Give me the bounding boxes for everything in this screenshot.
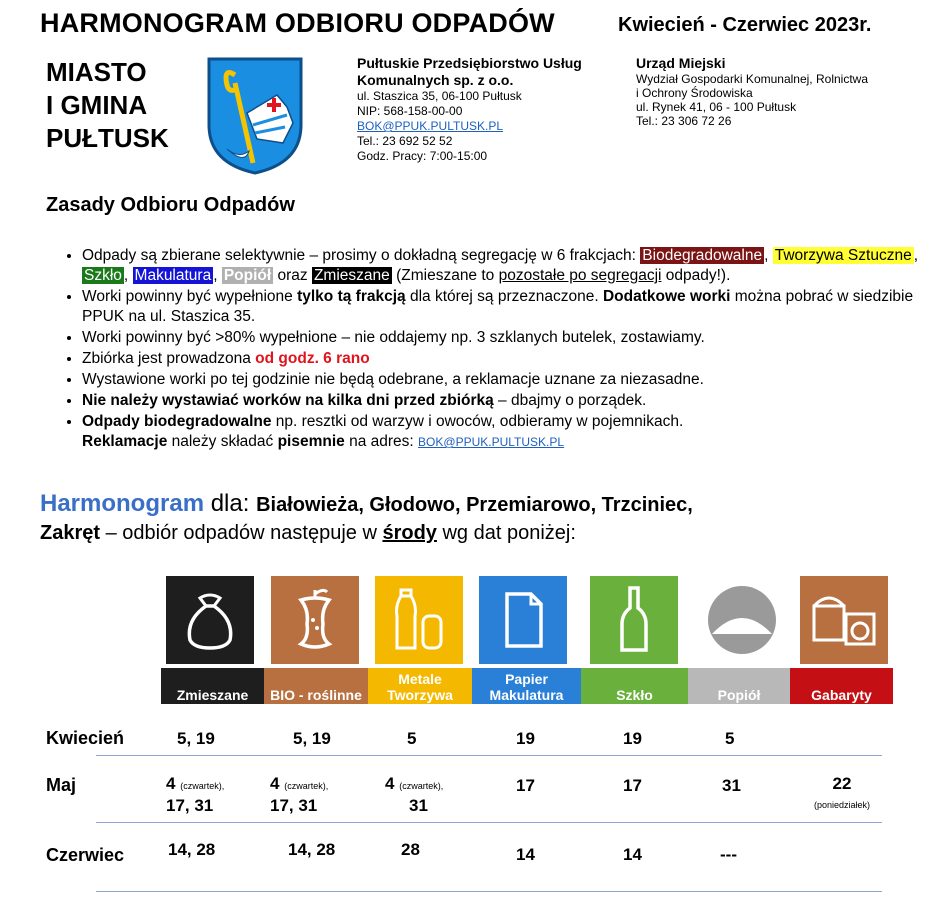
period-label: Kwiecień - Czerwiec 2023r. [618, 14, 872, 36]
may-bio-date: 4 [270, 774, 280, 793]
fraction-bio-label: Biodegradowalne [642, 247, 763, 264]
may-metals-date: 4 [385, 774, 395, 793]
may-glass: 17 [623, 776, 642, 795]
company-info [357, 55, 627, 164]
may-mixed-note: (czwartek), [180, 781, 225, 791]
schedule-places: Białowieża, Głodowo, Przemiarowo, Trzciniec, [256, 494, 693, 516]
rule-bold: Odpady biodegradowalne [82, 413, 272, 430]
april-mixed: 5, 19 [177, 729, 215, 748]
fraction-plastic-label: Tworzywa Sztuczne [774, 247, 912, 264]
rule-highlight: od godz. 6 rano [255, 350, 370, 367]
city-line-3: PUŁTUSK [46, 123, 169, 153]
june-metals: 28 [401, 840, 420, 859]
row-divider [96, 755, 882, 756]
may-mixed-date: 4 [166, 774, 176, 793]
office-info [636, 55, 896, 128]
category-glass: Szkło [581, 668, 688, 704]
category-ash: Popiół [688, 668, 790, 704]
april-bio: 5, 19 [293, 729, 331, 748]
rule-item [82, 328, 942, 348]
rule-item [82, 349, 942, 369]
schedule-label: Harmonogram [40, 490, 205, 517]
month-may: Maj [46, 775, 77, 795]
may-bulky [806, 774, 878, 815]
row-divider [96, 891, 882, 892]
trash-bag-icon [166, 576, 254, 664]
schedule-text: – odbiór odpadów następuje w [100, 522, 383, 544]
glass-bottle-icon [590, 576, 678, 664]
june-paper: 14 [516, 845, 535, 864]
may-mixed [166, 774, 224, 815]
rule-text: Odpady są zbierane selektywnie – prosimy o dokładną segregację w 6 frakcjach: [82, 247, 641, 264]
rule-item [82, 287, 942, 327]
category-mixed: Zmieszane [161, 668, 264, 704]
fraction-mixed-label: Zmieszane [313, 267, 390, 284]
rule-text: np. resztki od warzyw i owoców, odbieramy w pojemnikach. [271, 413, 684, 430]
city-line-1: MIASTO [46, 57, 147, 87]
separator: , [913, 247, 918, 264]
rule-text: – dbajmy o porządek. [493, 392, 647, 409]
may-paper: 17 [516, 776, 535, 795]
may-ash: 31 [722, 776, 741, 795]
rule-text: należy składać [167, 433, 278, 450]
fraction-paper-label: Makulatura [134, 267, 212, 284]
company-phone: Tel.: 23 692 52 52 [357, 134, 453, 148]
rule-bold: Reklamacje [82, 433, 168, 450]
april-paper: 19 [516, 729, 535, 748]
april-ash: 5 [725, 729, 735, 748]
office-dept-2: i Ochrony Środowiska [636, 86, 753, 100]
fraction-glass-label: Szkło [84, 267, 122, 284]
rule-bold: pisemnie [277, 433, 345, 450]
april-metals: 5 [407, 729, 417, 748]
june-bio: 14, 28 [288, 840, 336, 859]
category-bulky: Gabaryty [790, 668, 893, 704]
may-bio-note: (czwartek), [284, 781, 329, 791]
rule-text: na adres: [344, 433, 419, 450]
bulky-waste-icon [800, 576, 888, 664]
schedule-place-last: Zakręt [40, 522, 101, 544]
rule-item [82, 246, 942, 286]
rule-text: odpady!). [661, 267, 731, 284]
month-april: Kwiecień [46, 728, 125, 748]
rule-bold: Nie należy wystawiać worków na kilka dni przed zbiórką [82, 392, 494, 409]
plastic-bottle-icon [375, 576, 463, 664]
company-hours: Godz. Pracy: 7:00-15:00 [357, 149, 488, 163]
rule-text: Worki powinny być wypełnione [82, 288, 298, 305]
category-bio: BIO - roślinne [264, 668, 368, 704]
april-glass: 19 [623, 729, 642, 748]
office-address: ul. Rynek 41, 06 - 100 Pułtusk [636, 100, 797, 114]
company-name-1: Pułtuskie Przedsiębiorstwo Usług [357, 55, 582, 71]
office-dept-1: Wydział Gospodarki Komunalnej, Rolnictwa [636, 72, 868, 86]
apple-core-icon [271, 576, 359, 664]
rule-text: Zbiórka jest prowadzona [82, 350, 256, 367]
paper-icon [479, 576, 567, 664]
may-metals-note: (czwartek), [399, 781, 444, 791]
rule-bold: tylko tą frakcją [297, 288, 406, 305]
rule-item [82, 370, 942, 390]
rules-title: Zasady Odbioru Odpadów [46, 194, 295, 216]
rule-text: Worki powinny być >80% wypełnione – nie oddajemy np. 3 szklanych butelek, zostawiamy. [82, 329, 705, 346]
complaint-email-link[interactable]: BOK@PPUK.PULTUSK.PL [418, 435, 565, 449]
schedule-subheading [40, 522, 576, 545]
rule-text: (Zmieszane to [391, 267, 499, 284]
company-address: ul. Staszica 35, 06-100 Pułtusk [357, 89, 522, 103]
schedule-text: wg dat poniżej: [436, 522, 576, 544]
schedule-for: dla: [204, 490, 257, 517]
schedule-day: środy [382, 522, 437, 544]
month-june: Czerwiec [46, 845, 125, 865]
separator: , [213, 267, 222, 284]
rule-text: oraz [273, 267, 312, 284]
may-metals-dates: 31 [409, 796, 428, 815]
schedule-heading [40, 490, 693, 518]
separator: , [764, 247, 773, 264]
company-name-2: Komunalnych sp. z o.o. [357, 72, 514, 88]
office-phone: Tel.: 23 306 72 26 [636, 114, 732, 128]
row-divider [96, 822, 882, 823]
may-bio [270, 774, 328, 815]
ash-icon [698, 576, 786, 664]
coat-of-arms-icon [205, 55, 305, 175]
company-email-link[interactable]: BOK@PPUK.PULTUSK.PL [357, 119, 504, 133]
rule-item [82, 412, 942, 452]
june-mixed: 14, 28 [168, 840, 216, 859]
june-glass: 14 [623, 845, 642, 864]
rule-text: Wystawione worki po tej godzinie nie będą odebrane, a reklamacje uznane za niezasadne. [82, 371, 704, 388]
category-paper: Papier Makulatura [472, 668, 581, 704]
rules-list [58, 246, 942, 453]
rule-bold: Dodatkowe worki [602, 288, 731, 305]
office-name: Urząd Miejski [636, 55, 726, 71]
separator: , [123, 267, 133, 284]
june-ash: --- [720, 845, 737, 864]
fraction-ash-label: Popiół [223, 267, 272, 284]
may-mixed-dates: 17, 31 [166, 796, 214, 815]
city-line-2: I GMINA [46, 90, 148, 120]
rule-underlined: pozostałe po segregacji [498, 267, 662, 284]
may-bulky-note: (poniedziałek) [813, 800, 871, 810]
rule-text: można pobrać w siedzibie PPUK na ul. Staszica 35. [82, 288, 914, 325]
may-bio-dates: 17, 31 [270, 796, 318, 815]
rule-item [82, 391, 942, 411]
may-metals [385, 774, 443, 815]
category-metals: Metale Tworzywa [368, 668, 472, 704]
rule-text: dla której są przeznaczone. [405, 288, 603, 305]
company-nip: NIP: 568-158-00-00 [357, 104, 463, 118]
page-title: HARMONOGRAM ODBIORU ODPADÓW [40, 8, 555, 38]
may-bulky-date: 22 [832, 774, 852, 793]
city-name [46, 56, 169, 155]
